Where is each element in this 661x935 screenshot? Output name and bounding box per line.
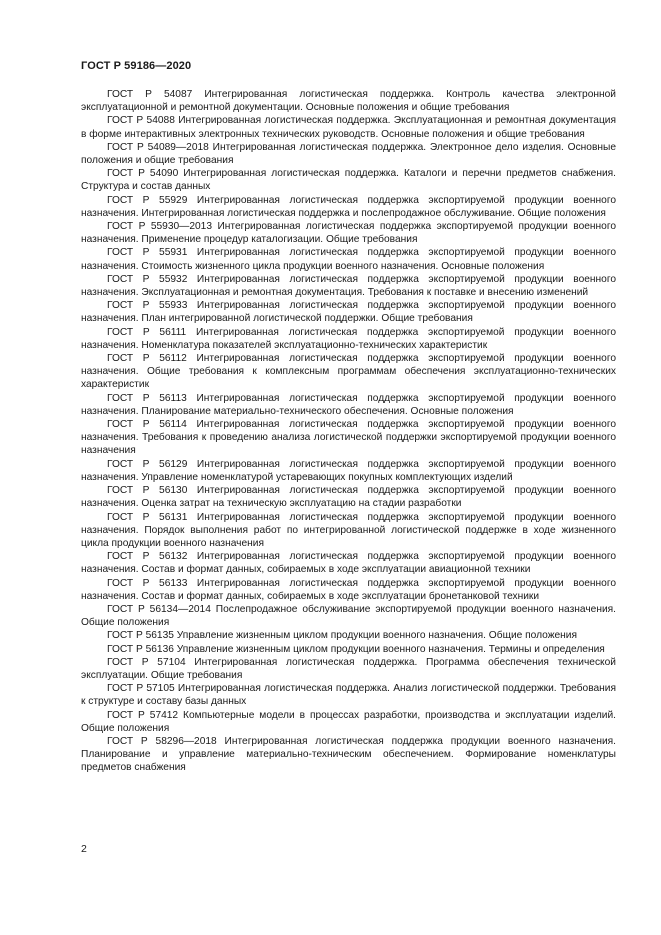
reference-entry: ГОСТ Р 58296—2018 Интегрированная логистическая поддержка продукции военного назначения. Планирование и управление материально-техническим обеспечением. Формирование номенклатуры предметов снабжения: [81, 735, 616, 774]
reference-entry: ГОСТ Р 55931 Интегрированная логистическая поддержка экспортируемой продукции военного назначения. Стоимость жизненного цикла продукции военного назначения. Основные положения: [81, 247, 616, 272]
reference-entry: ГОСТ Р 56134—2014 Послепродажное обслуживание экспортируемой продукции военного назначения. Общие положения: [81, 603, 616, 629]
reference-entry: ГОСТ Р 56132 Интегрированная логистическая поддержка экспортируемой продукции военного назначения. Состав и формат данных, собираемых в ходе эксплуатации авиационной техники: [81, 551, 616, 576]
reference-entry: ГОСТ Р 54088 Интегрированная логистическая поддержка. Эксплуатационная и ремонтная документация в форме интерактивных электронных технических руководств. Основные положения и общие требования: [81, 115, 616, 140]
reference-entry: ГОСТ Р 57104 Интегрированная логистическая поддержка. Программа обеспечения технической эксплуатации. Общие требования: [81, 656, 616, 681]
reference-entry: ГОСТ Р 57412 Компьютерные модели в процессах разработки, производства и эксплуатации изделий. Общие положения: [81, 709, 616, 734]
reference-entry: ГОСТ Р 55932 Интегрированная логистическая поддержка экспортируемой продукции военного назначения. Эксплуатационная и ремонтная документация. Требования к поставке и внесению изменений: [81, 273, 616, 299]
reference-entry: ГОСТ Р 55929 Интегрированная логистическая поддержка экспортируемой продукции военного назначения. Интегрированная логистическая поддержка и послепродажное обслуживание. Общие положения: [81, 194, 616, 219]
reference-entry: ГОСТ Р 55930—2013 Интегрированная логистическая поддержка экспортируемой продукции военного назначения. Применение процедур каталогизации. Общие требования: [81, 221, 616, 246]
reference-entry: ГОСТ Р 56130 Интегрированная логистическая поддержка экспортируемой продукции военного назначения. Оценка затрат на техническую эксплуатацию на стадии разработки: [81, 485, 616, 510]
reference-entry: ГОСТ Р 55933 Интегрированная логистическая поддержка экспортируемой продукции военного назначения. План интегрированной логистической поддержки. Общие требования: [81, 300, 616, 325]
reference-entry: ГОСТ Р 57105 Интегрированная логистическая поддержка. Анализ логистической поддержки. Требования к структуре и составу базы данных: [81, 683, 616, 708]
reference-entry: ГОСТ Р 56131 Интегрированная логистическая поддержка экспортируемой продукции военного назначения. Порядок выполнения работ по интегрированной логистической поддержке в ходе жизненного цикла продукции военного назначения: [81, 511, 616, 549]
reference-entry: ГОСТ Р 56113 Интегрированная логистическая поддержка экспортируемой продукции военного назначения. Планирование материально-технического обеспечения. Основные положения: [81, 392, 616, 417]
reference-entry: ГОСТ Р 56111 Интегрированная логистическая поддержка экспортируемой продукции военного назначения. Номенклатура показателей эксплуатационно-технических характеристик: [81, 326, 616, 351]
reference-entry: ГОСТ Р 56136 Управление жизненным циклом продукции военного назначения. Термины и определения: [107, 643, 605, 655]
reference-entry: ГОСТ Р 56135 Управление жизненным циклом продукции военного назначения. Общие положения: [107, 630, 578, 642]
reference-entry: ГОСТ Р 56133 Интегрированная логистическая поддержка экспортируемой продукции военного назначения. Состав и формат данных, собираемых в ходе эксплуатации бронетанковой техники: [81, 577, 616, 602]
reference-entry: ГОСТ Р 54087 Интегрированная логистическая поддержка. Контроль качества электронной эксплуатационной и ремонтной документации. Основные положения и общие требования: [81, 89, 616, 114]
reference-entry: ГОСТ Р 56129 Интегрированная логистическая поддержка экспортируемой продукции военного назначения. Управление номенклатурой устаревающих покупных комплектующих изделий: [81, 458, 616, 483]
page-number: 2: [81, 843, 87, 855]
reference-entry: ГОСТ Р 54090 Интегрированная логистическая поддержка. Каталоги и перечни предметов снабжения. Структура и состав данных: [81, 168, 616, 193]
document-header: ГОСТ Р 59186—2020: [81, 60, 192, 72]
reference-entry: ГОСТ Р 56112 Интегрированная логистическая поддержка экспортируемой продукции военного назначения. Общие требования к комплексным программам обеспечения эксплуатационно-технических характеристик: [81, 353, 616, 391]
references-list: [81, 88, 616, 775]
reference-entry: ГОСТ Р 54089—2018 Интегрированная логистическая поддержка. Электронное дело изделия. Основные положения и общие требования: [81, 141, 616, 167]
reference-entry: ГОСТ Р 56114 Интегрированная логистическая поддержка экспортируемой продукции военного назначения. Требования к проведению анализа логистической поддержки экспортируемой продукции военного назначения: [81, 419, 616, 457]
